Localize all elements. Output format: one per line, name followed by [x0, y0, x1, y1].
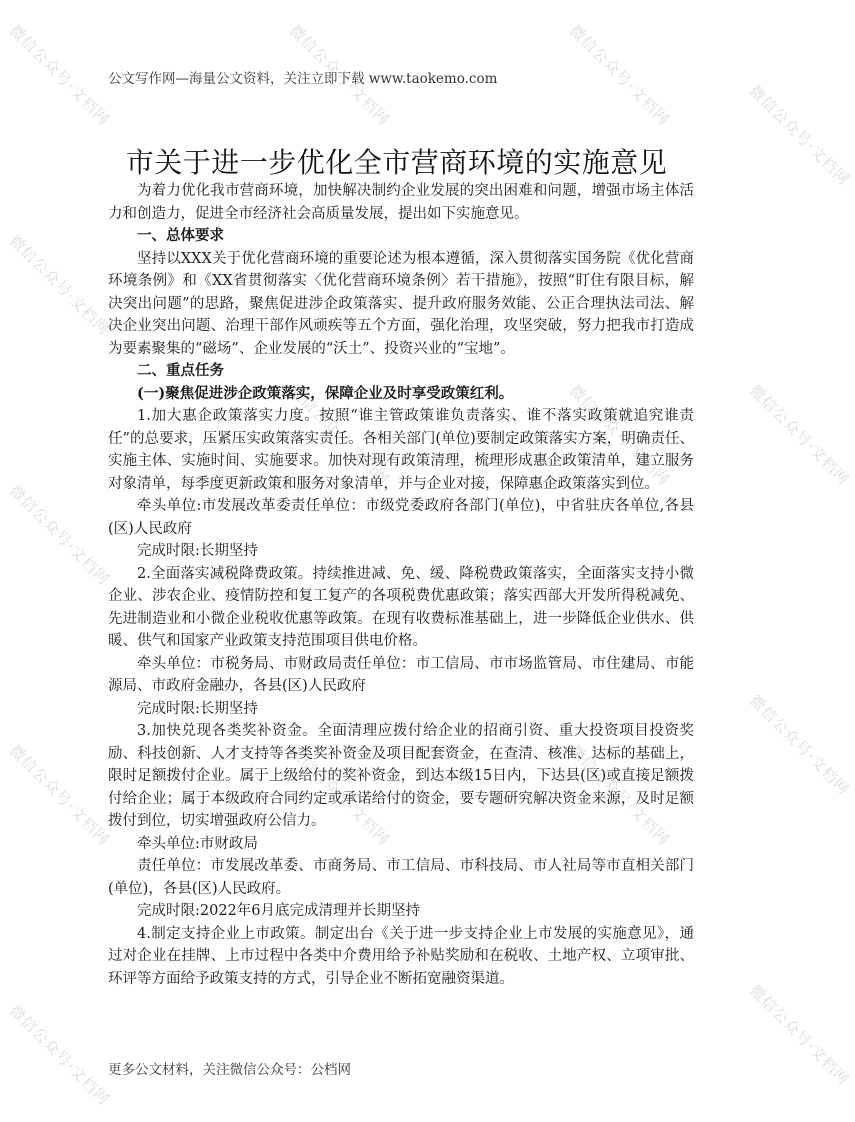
watermark-text: 微信公众号·文档网 [5, 1001, 114, 1109]
body-paragraph: 牵头单位:市发展改革委责任单位：市级党委政府各部门(单位)，中省驻庆各单位,各县(区)人民政府 [108, 498, 694, 537]
watermark-text: 微信公众号·文档网 [5, 231, 114, 339]
body-paragraph: 为着力优化我市营商环境，加快解决制约企业发展的突出困难和问题，增强市场主体活力和创造力，促进全市经济社会高质量发展，提出如下实施意见。 [108, 183, 694, 222]
watermark-text: 微信公众号·文档网 [285, 21, 394, 129]
watermark-text: 微信公众号·文档网 [285, 741, 394, 849]
body-paragraph: 牵头单位:市财政局 [137, 835, 258, 852]
body-paragraph: 4.制定支持企业上市政策。制定出台《关于进一步支持企业上市发展的实施意见》，通过对企业在挂牌、上市过程中各类中介费用给予补贴奖励和在税收、土地产权、立项审批、环评等方面给予政策支持的方式，引导企业不断拓宽融资渠道。 [108, 925, 694, 987]
section-heading: 一、总体要求 [137, 227, 224, 244]
document-title: 市关于进一步优化全市营商环境的实施意见 [125, 146, 668, 179]
body-paragraph: 1.加大惠企政策落实力度。按照“谁主管政策谁负责落实、谁不落实政策就追究谁责任”的总要求，压紧压实政策落实责任。各相关部门(单位)要制定政策落实方案，明确责任、实施主体、实施时间、实施要求。加快对现有政策清理，梳理形成惠企政策清单，建立服务对象清单，每季度更新政策和服务对象清单，并与企业对接，保障惠企政策落实到位。 [108, 408, 694, 492]
watermark-text: 微信公众号·文档网 [745, 81, 854, 189]
watermark-text: 微信公众号·文档网 [745, 691, 854, 799]
body-paragraph: 完成时限:长期坚持 [137, 700, 258, 717]
watermark-text: 微信公众号·文档网 [745, 981, 854, 1089]
watermark-text: 微信公众号·文档网 [565, 381, 674, 489]
page-footer: 更多公文材料，关注微信公众号：公档网 [108, 1062, 351, 1078]
watermark-text: 微信公众号·文档网 [285, 381, 394, 489]
body-paragraph: 牵头单位：市税务局、市财政局责任单位：市工信局、市市场监管局、市住建局、市能源局、市政府金融办，各县(区)人民政府 [108, 655, 694, 694]
body-paragraph: 责任单位：市发展改革委、市商务局、市工信局、市科技局、市人社局等市直相关部门(单位)，各县(区)人民政府。 [108, 858, 694, 897]
watermark-text: 微信公众号·文档网 [565, 741, 674, 849]
page-header: 公文写作网—海量公文资料，关注立即下载 www.taokemo.com [108, 71, 498, 87]
body-paragraph: 2.全面落实减税降费政策。持续推进减、免、缓、降税费政策落实，全面落实支持小微企业、涉农企业、疫情防控和复工复产的各项税费优惠政策；落实西部大开发所得税减免、先进制造业和小微企业税收优惠等政策。在现有收费标准基础上，进一步降低企业供水、供暖、供气和国家产业政策支持范围项目供电价格。 [108, 565, 694, 649]
watermark-text: 微信公众号·文档网 [5, 21, 114, 129]
watermark-text: 微信公众号·文档网 [565, 21, 674, 129]
watermark-text: 微信公众号·文档网 [745, 381, 854, 489]
section-heading: 二、重点任务 [137, 362, 224, 379]
watermark-text: 微信公众号·文档网 [5, 481, 114, 589]
document-body [108, 180, 694, 990]
section-heading: (一)聚焦促进涉企政策落实，保障企业及时享受政策红利。 [137, 384, 514, 402]
body-paragraph: 坚持以XXX关于优化营商环境的重要论述为根本遵循，深入贯彻落实国务院《优化营商环境条例》和《XX省贯彻落实〈优化营商环境条例〉若干措施》，按照“盯住有限目标，解决突出问题”的思路，聚焦促进涉企政策落实、提升政府服务效能、公正合理执法司法、解决企业突出问题、治理干部作风顽疾等五个方面，强化治理，攻坚突破，努力把我市打造成为要素聚集的“磁场”、企业发展的“沃土”、投资兴业的“宝地”。 [108, 250, 694, 357]
body-paragraph: 完成时限:2022年6月底完成清理并长期坚持 [137, 903, 421, 919]
body-paragraph: 3.加快兑现各类奖补资金。全面清理应拨付给企业的招商引资、重大投资项目投资奖励、科技创新、人才支持等各类奖补资金及项目配套资金，在查清、核准、达标的基础上，限时足额拨付企业。属于上级给付的奖补资金，到达本级15日内，下达县(区)或直接足额拨付给企业；属于本级政府合同约定或承诺给付的资金，要专题研究解决资金来源，及时足额拨付到位，切实增强政府公信力。 [108, 723, 694, 829]
watermark-text: 微信公众号·文档网 [5, 741, 114, 849]
body-paragraph: 完成时限:长期坚持 [137, 543, 258, 559]
